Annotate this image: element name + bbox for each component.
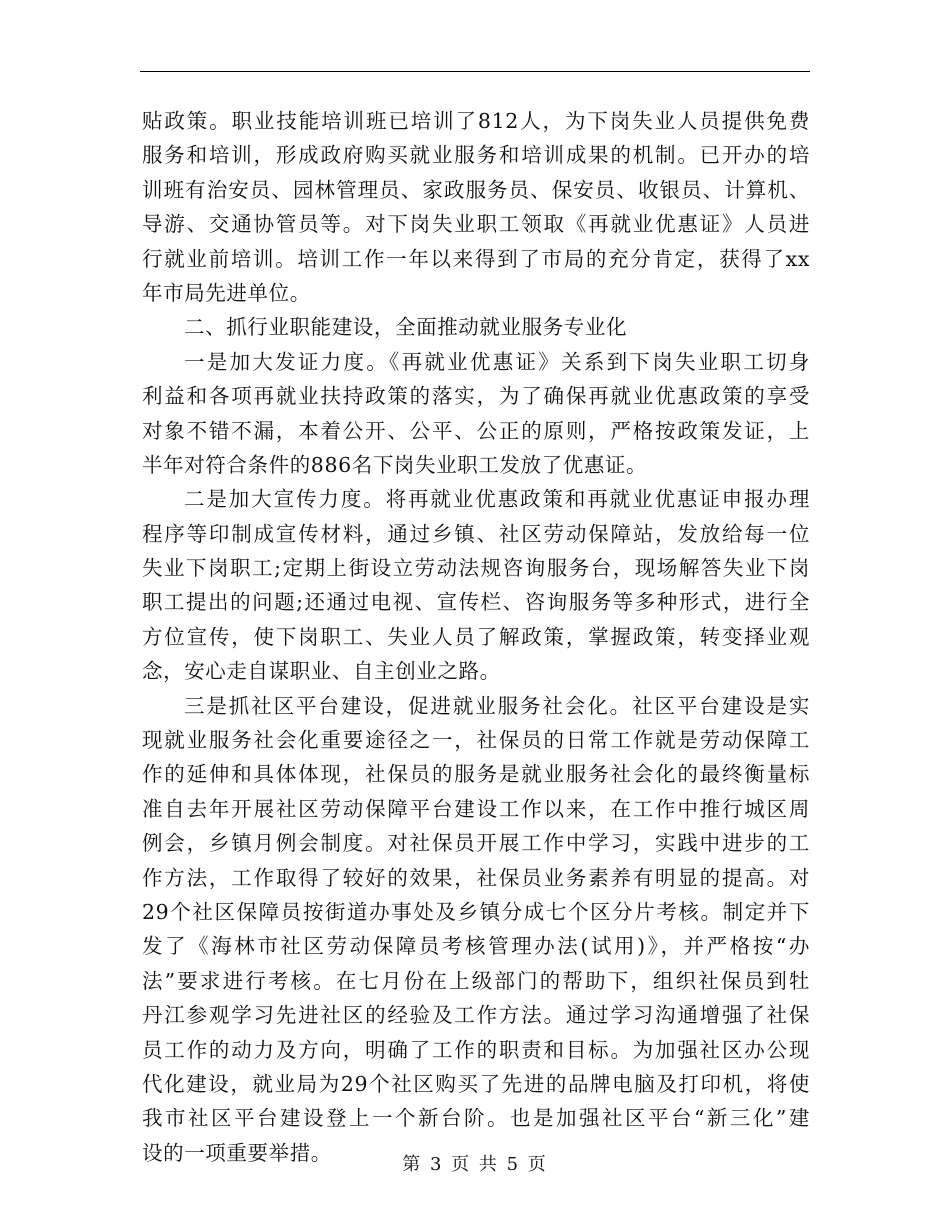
paragraph-line: 三是抓社区平台建设，促进就业服务社会化。社区平台建设是实 — [184, 693, 810, 718]
paragraph-line: 设的一项重要举措。 — [142, 1140, 332, 1165]
paragraph-line: 对象不错不漏，本着公开、公平、公正的原则，严格按政策发证，上 — [142, 418, 810, 443]
paragraph-line: 二是加大宣传力度。将再就业优惠政策和再就业优惠证申报办理 — [184, 487, 810, 512]
paragraph-line: 职工提出的问题;还通过电视、宣传栏、咨询服务等多种形式，进行全 — [142, 590, 810, 615]
paragraph-line: 程序等印制成宣传材料，通过乡镇、社区劳动保障站，发放给每一位 — [142, 521, 810, 546]
paragraph-line: 训班有治安员、园林管理员、家政服务员、保安员、收银员、计算机、 — [142, 177, 810, 202]
header-rule — [140, 71, 810, 72]
document-body — [142, 104, 810, 1170]
paragraph-line: 我市社区平台建设登上一个新台阶。也是加强社区平台“新三化”建 — [142, 1106, 810, 1131]
paragraph-line: 年市局先进单位。 — [142, 280, 311, 305]
paragraph-line: 半年对符合条件的886名下岗失业职工发放了优惠证。 — [142, 452, 648, 477]
paragraph-line: 行就业前培训。培训工作一年以来得到了市局的充分肯定，获得了xx — [142, 246, 810, 271]
paragraph-line: 一是加大发证力度。《再就业优惠证》关系到下岗失业职工切身 — [184, 349, 810, 374]
paragraph — [142, 310, 810, 344]
paragraph-line: 29个社区保障员按街道办事处及乡镇分成七个区分片考核。制定并下 — [142, 899, 810, 924]
paragraph-line: 员工作的动力及方向，明确了工作的职责和目标。为加强社区办公现 — [142, 1037, 810, 1062]
paragraph-line: 作方法，工作取得了较好的效果，社保员业务素养有明显的提高。对 — [142, 865, 810, 890]
paragraph-line: 准自去年开展社区劳动保障平台建设工作以来，在工作中推行城区周 — [142, 796, 810, 821]
paragraph — [142, 482, 810, 688]
paragraph — [142, 689, 810, 1170]
paragraph-line: 法”要求进行考核。在七月份在上级部门的帮助下，组织社保员到牡 — [142, 968, 810, 993]
paragraph-line: 念，安心走自谋职业、自主创业之路。 — [142, 659, 501, 684]
paragraph-line: 失业下岗职工;定期上街设立劳动法规咨询服务台，现场解答失业下岗 — [142, 556, 810, 581]
paragraph-line: 现就业服务社会化重要途径之一，社保员的日常工作就是劳动保障工 — [142, 728, 810, 753]
paragraph-line: 发了《海林市社区劳动保障员考核管理办法(试用)》，并严格按“办 — [142, 934, 810, 959]
paragraph-line: 丹江参观学习先进社区的经验及工作方法。通过学习沟通增强了社保 — [142, 1003, 810, 1028]
page-number: 第 3 页 共 5 页 — [402, 1154, 548, 1175]
paragraph-line: 作的延伸和具体体现，社保员的服务是就业服务社会化的最终衡量标 — [142, 762, 810, 787]
paragraph-line: 代化建设，就业局为29个社区购买了先进的品牌电脑及打印机，将使 — [142, 1071, 810, 1096]
paragraph-line: 二、抓行业职能建设，全面推动就业服务专业化 — [184, 315, 628, 340]
paragraph — [142, 345, 810, 483]
paragraph-line: 利益和各项再就业扶持政策的落实，为了确保再就业优惠政策的享受 — [142, 384, 810, 409]
paragraph-line: 贴政策。职业技能培训班已培训了812人，为下岗失业人员提供免费 — [142, 109, 810, 133]
paragraph-line: 导游、交通协管员等。对下岗失业职工领取《再就业优惠证》人员进 — [142, 212, 810, 237]
paragraph-line: 例会，乡镇月例会制度。对社保员开展工作中学习，实践中进步的工 — [142, 831, 810, 856]
paragraph-line: 方位宣传，使下岗职工、失业人员了解政策，掌握政策，转变择业观 — [142, 624, 810, 649]
paragraph-line: 服务和培训，形成政府购买就业服务和培训成果的机制。已开办的培 — [142, 143, 810, 168]
paragraph — [142, 104, 810, 310]
